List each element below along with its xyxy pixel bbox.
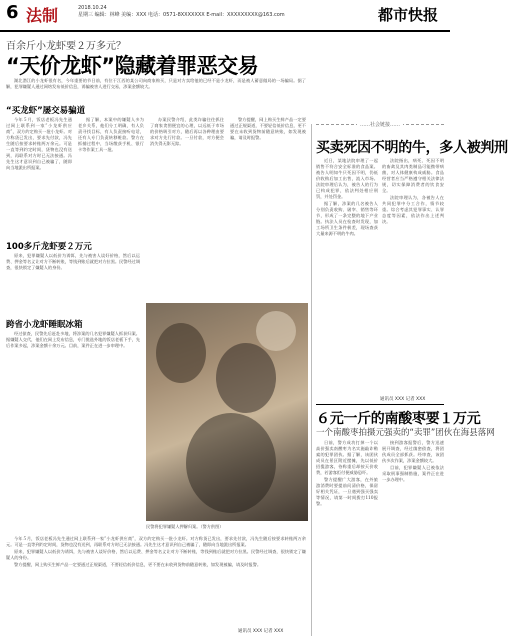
body-text: 经过侦查，民警先后赶赴多地，将涉案的几名犯罪嫌疑人抓获归案。据嫌疑人交代，他们在网上发布信息，专门挑选外地的饭店老板下手，先后作案多起，涉案金额十余万元。目前，案件正在进一步审理中。	[6, 331, 141, 348]
body-text: 据了解，涉案的几名被告人分别负责收购、屠宰、销售等环节，形成了一条完整的地下产业链。执法人员在检查时发现，加工场所卫生条件极差，现场查获大量来源不明的牛肉。	[316, 201, 378, 236]
subhead-2: 100多斤龙虾要２万元	[6, 242, 92, 252]
bottom-columns	[6, 536, 306, 636]
body-text: 据了解，本案中的嫌疑人多为老乡关系，他们分工明确，有人负责寻找目标，有人负责接听电话，还有人专门负责转移赃款。警方在抓捕过程中，当场缴获手机、银行卡等作案工具一批。	[78, 117, 144, 152]
news-photo	[146, 303, 308, 521]
column-3	[150, 117, 224, 297]
masthead: 都市快报	[377, 6, 438, 24]
right-column-2	[382, 158, 444, 394]
header-date: 2018.10.24	[78, 5, 107, 11]
body-text: 日前，警方成功打掉一个以高价强卖南酸枣为名实施敲诈勒索的犯罪团伙。据了解，该团伙成员在景区附近摆摊，先以低价招揽游客，待称重后却按天价收费，若游客拒付便威胁恐吓。	[316, 440, 378, 475]
right-headline-2: ６元一斤的南酸枣要１万元	[316, 411, 481, 427]
body-text: 原来，犯罪嫌疑人以低价为诱饵，先与被害人谈好价格，然后以运费、押金等名义让对方不断转账，等钱到账后就把对方拉黑。民警经过调查，很快锁定了嫌疑人的身份。	[6, 549, 306, 560]
subhead-3: 跨省小龙虾睡眠冰箱	[6, 320, 83, 330]
body-text: 办案民警介绍，此类诈骗往往抓住了商家贪图便宜的心理，以远低于市场的价格吸引对方，随后再以各种理由要求对方先行付款。一旦付款，对方便会消失得无影无踪。	[150, 117, 224, 146]
header-meta	[78, 5, 285, 19]
page-header	[0, 0, 450, 32]
body-text: 原来，犯罪嫌疑人以低价为诱饵，先与被害人谈好价格，然后以运费、押金等名义让对方不断转账，等钱到账后就把对方拉黑。民警经过调查，很快锁定了嫌疑人的身份。	[6, 253, 141, 270]
body-text: 警方提醒，网上购买生鲜产品一定要通过正规渠道，不要轻信低价信息，更不要在未收到货物前随意转账，如发现被骗，请及时报警。	[230, 117, 306, 140]
section-name: 法制	[26, 6, 59, 25]
column-1	[6, 117, 72, 237]
photo-figure	[186, 413, 276, 513]
section-tag-text: ……社会链接……	[357, 122, 403, 128]
right-column-1	[316, 158, 378, 394]
column-4	[230, 117, 306, 297]
right-column-3	[316, 440, 378, 636]
body-text: 接到游客报警后，警方迅速展开调查，经过缜密侦查，将团伙成员全部抓获。经审查，该团伙多次作案，涉案金额较大。	[382, 440, 444, 463]
column-6	[6, 331, 140, 521]
body-text: 法院指出，病死、死因不明的畜禽及其肉类制品可能携带病菌，对人体健康构成威胁。食品经营者应当严格遵守相关法律法规，切实保障消费者的饮食安全。	[382, 158, 444, 193]
body-text: 目前，犯罪嫌疑人已被依法采取刑事强制措施，案件正在进一步办理中。	[382, 465, 444, 482]
page-number: 6	[6, 2, 19, 23]
lead-paragraph	[6, 78, 306, 100]
right-column-4	[382, 440, 444, 636]
subhead-1: “买龙虾”屡交易骗道	[6, 106, 86, 116]
body-text: 警方提醒，网上购买生鲜产品一定要通过正规渠道，不要轻信低价信息，更不要在未收到货物前随意转账，如发现被骗，请及时报警。	[14, 562, 262, 567]
right-headline-1: 买卖死因不明的牛，多人被判刑	[316, 140, 508, 156]
body-text: 近日，某地法院审理了一起销售不符合安全标准的食品案。被告人明知牛只死因不明，仍低价收购后加工出售，流入市场。法院审理后认为，被告人的行为已构成犯罪，依法判处相应刑罚，并处罚金。	[316, 158, 378, 199]
left-headline: “天价龙虾”隐藏着罪恶交易	[6, 54, 259, 78]
right-byline: 通讯员 XXX 记者 XXX	[380, 397, 426, 402]
photo-caption: 民警将犯罪嫌疑人押解归案。（警方供图）	[146, 524, 224, 529]
section-tag	[316, 124, 444, 132]
header-editor-line: 星期三 编辑：林峰 美编：XXX 电话：0571-8XXXXXXX E-mail：XXXXXXXXX@163.com	[78, 12, 285, 18]
column-2	[78, 117, 144, 237]
body-text: 今年５月，饭店老板冯先生通过网上联系到一家“小龙虾供应商”，双方约定购买一批小龙虾。对方称货已发出，要求先付款，冯先生随后按要求转账两万余元。可是一直等到约定时间，货物也没有送到，再联系对方时已无法接通。冯先生这才意识到自己被骗了，随即向当地派出所报案。	[6, 117, 72, 170]
left-byline: 通讯员 XXX 记者 XXX	[238, 629, 284, 634]
lead-text: 湖北潜江的小龙虾很有名，今年重要的节日前，有位于江西的某公司向商家购买，只是对方卖给他的已经不是小龙虾，而是被人蓄意做局的一场骗局。据了解，犯罪嫌疑人通过网络发布低价信息，诱骗被害人进行交易，涉案金额较大。	[6, 78, 306, 89]
column-5	[6, 253, 140, 315]
right-subhead-2: 一个南酸枣拍摄元强卖的“卖罪”团伙在海县落网	[316, 428, 495, 438]
body-text: 警方提醒广大游客，在外旅游消费时要提前问清价格，保留好相关凭证，一旦遇到强买强卖等情况，请第一时间拨打110报警。	[316, 477, 378, 506]
photo-highlight	[256, 311, 296, 351]
photo-figure	[216, 343, 276, 413]
photo-figure	[156, 323, 206, 383]
body-text: 法院审理认为，各被告人在共同犯罪中分工合作，情节较重。综合考虑其犯罪事实、认罪态度等因素，依法作出上述判决。	[382, 195, 444, 224]
body-text: 今年５月，饭店老板冯先生通过网上联系到一家“小龙虾供应商”，双方约定购买一批小龙虾。对方称货已发出，要求先付款，冯先生随后按要求转账两万余元。可是一直等到约定时间，货物也没有送到，再联系对方时已无法接通。冯先生这才意识到自己被骗了，随即向当地派出所报案。	[6, 536, 306, 547]
column-divider	[311, 124, 312, 636]
left-kicker: 百余斤小龙虾要２万多元？	[6, 41, 126, 52]
story-divider	[316, 404, 444, 405]
